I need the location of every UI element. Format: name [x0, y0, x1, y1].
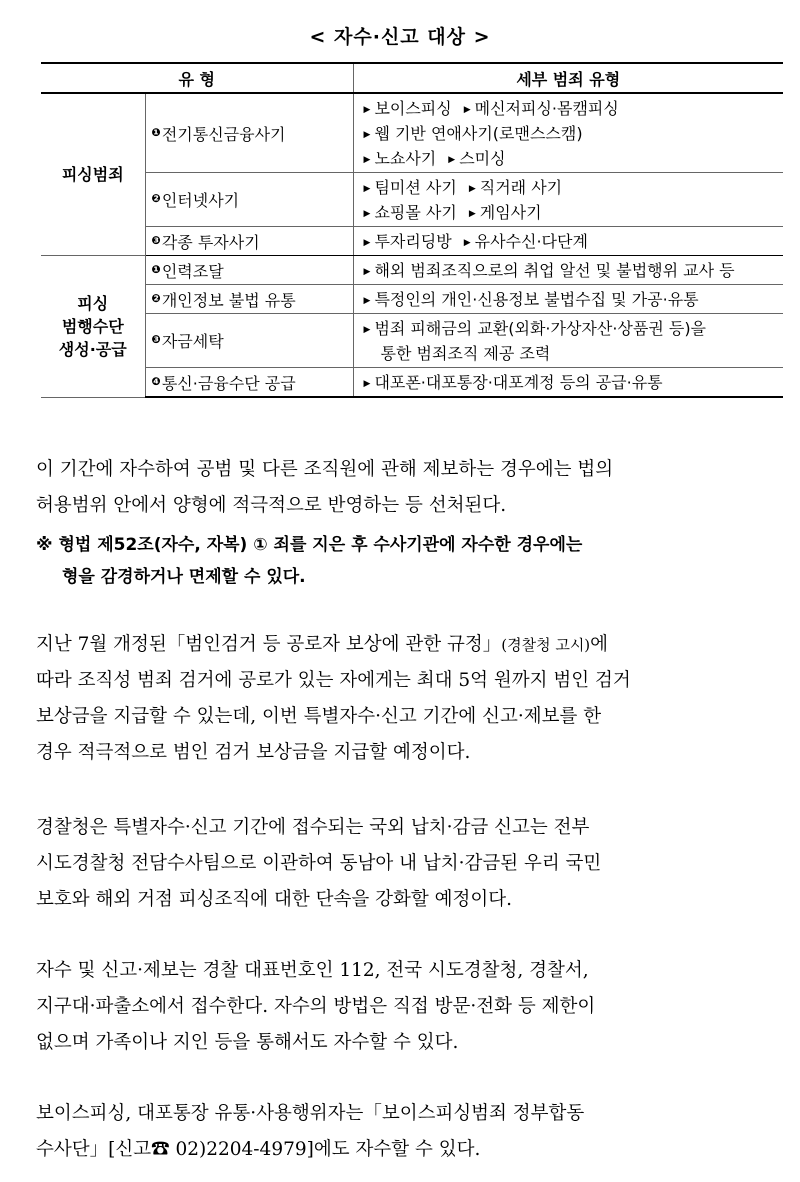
crime-type-label: 전기통신금융사기 [161, 124, 286, 144]
bullet-triangle-icon: ▶ [363, 183, 371, 194]
detail-line [362, 229, 783, 254]
detail-line [362, 146, 783, 171]
detail-item: 통한 범죄조직 제공 조력 [380, 343, 551, 363]
detail-item: 해외 범죄조직으로의 취업 알선 및 불법행위 교사 등 [374, 260, 735, 280]
crime-detail-cell [353, 227, 783, 256]
category-cell [41, 256, 145, 398]
bullet-triangle-icon: ▶ [363, 266, 371, 277]
bullet-triangle-icon: ▶ [363, 208, 371, 219]
crime-detail-cell [353, 368, 783, 398]
detail-line [362, 370, 783, 395]
text-segment: 에 [590, 634, 609, 655]
detail-item: 팀미션 사기 [374, 177, 457, 197]
item-number: ❶ [151, 125, 161, 139]
detail-item: 특정인의 개인·신용정보 불법수집 및 가공·유통 [374, 289, 699, 309]
detail-line [362, 287, 783, 312]
table-row [41, 256, 783, 285]
detail-item: 보이스피싱 [374, 98, 452, 118]
table-row [41, 93, 783, 173]
text-line: 수사단」[신고☎ 02)2204-4979]에도 자수할 수 있다. [36, 1139, 481, 1160]
category-label: 피싱범죄 [61, 165, 124, 184]
text-line: 경우 적극적으로 범인 검거 보상금을 지급할 예정이다. [36, 742, 471, 763]
detail-item: 대포폰·대포통장·대포계정 등의 공급·유통 [374, 372, 663, 392]
note-line: ※ 형법 제52조(자수, 자복) ① 죄를 지은 후 수사기관에 자수한 경우에는 [36, 535, 583, 555]
paragraph-how-to-report [36, 953, 786, 1061]
text-line: 시도경찰청 전담수사팀으로 이관하여 동남아 내 납치·감금된 우리 국민 [36, 853, 602, 874]
table-row [41, 314, 783, 368]
detail-line [362, 258, 783, 283]
text-line: 허용범위 안에서 양형에 적극적으로 반영하는 등 선처된다. [36, 495, 507, 516]
text-line: 보상금을 지급할 수 있는데, 이번 특별자수·신고 기간에 신고·제보를 한 [36, 706, 602, 727]
detail-item: 게임사기 [479, 202, 542, 222]
bullet-triangle-icon: ▶ [363, 295, 371, 306]
item-number: ❶ [151, 262, 161, 276]
bullet-triangle-icon: ▶ [363, 129, 371, 140]
crime-type-cell [145, 314, 353, 368]
crime-type-label: 자금세탁 [161, 332, 224, 351]
paragraph-task-force [36, 1096, 786, 1168]
detail-line [362, 175, 783, 200]
crime-type-label: 인력조달 [161, 261, 224, 281]
bullet-triangle-icon: ▶ [448, 154, 456, 165]
section-title: < 자수·신고 대상 > [309, 26, 491, 48]
crime-type-cell [145, 368, 353, 398]
detail-line [362, 121, 783, 146]
text-line: 없으며 가족이나 지인 등을 통해서도 자수할 수 있다. [36, 1032, 459, 1053]
table-header-row [41, 63, 783, 93]
crime-type-label: 개인정보 불법 유통 [161, 290, 296, 310]
crime-detail-cell [353, 256, 783, 285]
table-row [41, 368, 783, 398]
header-type: 유 형 [41, 63, 353, 93]
text-line: 이 기간에 자수하여 공범 및 다른 조직원에 관해 제보하는 경우에는 법의 [36, 459, 614, 480]
detail-item: 노쇼사기 [374, 148, 437, 168]
detail-line [362, 341, 783, 366]
item-number: ❷ [151, 291, 161, 305]
category-label: 생성·공급 [58, 339, 127, 359]
detail-item: 범죄 피해금의 교환(외화·가상자산·상품권 등)을 [374, 318, 707, 338]
criminal-law-note [36, 529, 786, 593]
crime-type-label: 각종 투자사기 [161, 232, 260, 252]
item-number: ❸ [151, 333, 161, 346]
crime-type-cell [145, 93, 353, 173]
bullet-triangle-icon: ▶ [468, 208, 476, 219]
item-number: ❷ [151, 192, 161, 205]
detail-item: 유사수신·다단계 [474, 231, 588, 251]
crime-type-label: 통신·금융수단 공급 [161, 373, 296, 393]
crime-type-cell [145, 256, 353, 285]
detail-line [362, 200, 783, 225]
detail-item: 쇼핑몰 사기 [374, 202, 457, 222]
table-row [41, 173, 783, 227]
text-line: 지구대·파출소에서 접수한다. 자수의 방법은 직접 방문·전화 등 제한이 [36, 996, 596, 1017]
category-cell [41, 93, 145, 256]
detail-line [362, 96, 783, 121]
crime-type-table [41, 62, 783, 398]
text-line [36, 627, 786, 663]
crime-type-cell [145, 173, 353, 227]
detail-item: 메신저피싱·몸캠피싱 [474, 98, 619, 118]
bullet-triangle-icon: ▶ [363, 104, 371, 115]
crime-type-cell [145, 285, 353, 314]
header-detail: 세부 범죄 유형 [353, 63, 783, 93]
crime-detail-cell [353, 173, 783, 227]
crime-detail-cell [353, 314, 783, 368]
category-label: 범행수단 [61, 316, 124, 336]
detail-item: 웹 기반 연애사기(로맨스스캠) [374, 123, 583, 143]
table-body [41, 93, 783, 397]
category-label: 피싱 [77, 293, 109, 313]
paragraph-reward [36, 627, 786, 771]
crime-type-label: 인터넷사기 [161, 191, 240, 210]
paragraph-abduction-reports [36, 810, 786, 918]
crime-detail-cell [353, 93, 783, 173]
detail-item: 직거래 사기 [479, 177, 563, 197]
bullet-triangle-icon: ▶ [463, 104, 471, 115]
text-line: 보이스피싱, 대포통장 유통·사용행위자는「보이스피싱범죄 정부합동 [36, 1103, 585, 1124]
bullet-triangle-icon: ▶ [363, 378, 371, 389]
bullet-triangle-icon: ▶ [468, 183, 476, 194]
bullet-triangle-icon: ▶ [363, 324, 371, 335]
detail-item: 스미싱 [459, 148, 506, 168]
text-segment-small: (경찰청 고시) [501, 636, 591, 654]
bullet-triangle-icon: ▶ [363, 154, 371, 165]
crime-type-cell [145, 227, 353, 256]
text-line: 따라 조직성 범죄 검거에 공로가 있는 자에게는 최대 5억 원까지 범인 검거 [36, 670, 631, 691]
detail-item: 투자리딩방 [374, 231, 452, 251]
item-number: ❹ [151, 374, 161, 388]
paragraph-leniency [36, 452, 786, 524]
detail-line [362, 316, 783, 341]
table-row [41, 227, 783, 256]
text-line: 자수 및 신고·제보는 경찰 대표번호인 112, 전국 시도경찰청, 경찰서, [36, 960, 589, 981]
bullet-triangle-icon: ▶ [463, 237, 471, 248]
text-line: 경찰청은 특별자수·신고 기간에 접수되는 국외 납치·감금 신고는 전부 [36, 817, 590, 838]
note-line: 형을 감경하거나 면제할 수 있다. [62, 567, 306, 587]
bullet-triangle-icon: ▶ [363, 237, 371, 248]
text-line: 보호와 해외 거점 피싱조직에 대한 단속을 강화할 예정이다. [36, 889, 512, 910]
item-number: ❸ [151, 233, 161, 247]
crime-detail-cell [353, 285, 783, 314]
text-segment: 지난 7월 개정된「범인검거 등 공로자 보상에 관한 규정」 [36, 634, 502, 655]
table-row [41, 285, 783, 314]
